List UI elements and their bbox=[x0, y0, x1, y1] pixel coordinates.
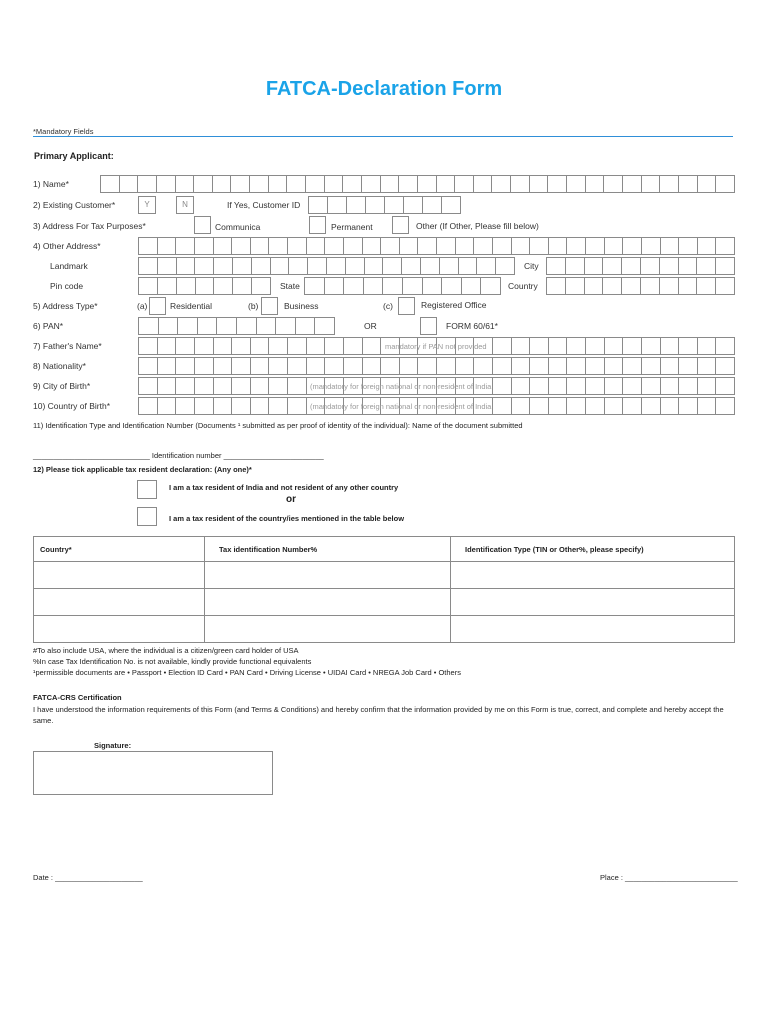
signature-label: Signature: bbox=[94, 741, 132, 750]
footnote-documents: ¹permissible documents are • Passport • Election ID Card • PAN Card • Driving License • UIDAI Card • NREGA Job Card • Others bbox=[33, 668, 461, 677]
india-only-label: I am a tax resident of India and not resident of any other country bbox=[169, 483, 399, 492]
existing-customer-yes-checkbox[interactable]: Y bbox=[138, 196, 156, 214]
id-type-cell[interactable] bbox=[451, 589, 735, 616]
date-field[interactable]: Date : _____________________ bbox=[33, 873, 143, 882]
country-column-header: Country* bbox=[34, 537, 205, 562]
table-header-row bbox=[34, 537, 735, 562]
residential-checkbox[interactable] bbox=[149, 297, 166, 315]
nationality-label: 8) Nationality* bbox=[33, 361, 86, 371]
business-label: Business bbox=[284, 301, 319, 311]
tax-declaration-heading: 12) Please tick applicable tax resident declaration: (Any one)* bbox=[33, 465, 252, 474]
certification-heading: FATCA-CRS Certification bbox=[33, 693, 122, 702]
permanent-checkbox[interactable] bbox=[309, 216, 326, 234]
residential-label: Residential bbox=[170, 301, 213, 311]
city-of-birth-note: (mandatory for foreign national or non-resident of India bbox=[310, 382, 492, 391]
state-label: State bbox=[280, 281, 300, 291]
country-cell[interactable] bbox=[34, 616, 205, 643]
nationality-field[interactable] bbox=[138, 357, 735, 375]
pin-code-label: Pin code bbox=[50, 281, 84, 291]
signature-box[interactable] bbox=[33, 751, 273, 795]
country-of-birth-label: 10) Country of Birth* bbox=[33, 401, 111, 411]
communica-label: Communica bbox=[215, 222, 261, 232]
table-row bbox=[34, 562, 735, 589]
pan-field[interactable] bbox=[138, 317, 335, 335]
existing-customer-label: 2) Existing Customer* bbox=[33, 200, 116, 210]
city-field[interactable] bbox=[546, 257, 735, 275]
option-c-label: (c) bbox=[383, 301, 393, 311]
communica-checkbox[interactable] bbox=[194, 216, 211, 234]
pan-label: 6) PAN* bbox=[33, 321, 64, 331]
city-of-birth-label: 9) City of Birth* bbox=[33, 381, 91, 391]
form-60-checkbox[interactable] bbox=[420, 317, 437, 335]
place-field[interactable]: Place : ___________________________ bbox=[600, 873, 738, 882]
table-row bbox=[34, 616, 735, 643]
address-tax-label: 3) Address For Tax Purposes* bbox=[33, 221, 146, 231]
tin-cell[interactable] bbox=[205, 616, 451, 643]
permanent-label: Permanent bbox=[331, 222, 373, 232]
identification-line[interactable]: ____________________________ Identification number ________________________ bbox=[33, 451, 324, 460]
other-address-label: 4) Other Address* bbox=[33, 241, 101, 251]
landmark-field[interactable] bbox=[138, 257, 515, 275]
id-type-column-header: Identification Type (TIN or Other%, please specify) bbox=[451, 537, 735, 562]
name-field[interactable] bbox=[100, 175, 735, 193]
id-type-cell[interactable] bbox=[451, 562, 735, 589]
footnote-tin: %In case Tax Identification No. is not available, kindly provide functional equivalents bbox=[33, 657, 312, 666]
identification-heading: 11) Identification Type and Identification Number (Documents ¹ submitted as per proof of identity of the individual): Name of the document submitted bbox=[33, 421, 523, 430]
registered-office-checkbox[interactable] bbox=[398, 297, 415, 315]
fathers-name-note: mandatory if PAN not provided bbox=[385, 342, 487, 351]
registered-office-label: Registered Office bbox=[421, 300, 487, 310]
address-type-label: 5) Address Type* bbox=[33, 301, 98, 311]
landmark-label: Landmark bbox=[50, 261, 88, 271]
country-cell[interactable] bbox=[34, 589, 205, 616]
id-type-cell[interactable] bbox=[451, 616, 735, 643]
fathers-name-label: 7) Father's Name* bbox=[33, 341, 102, 351]
customer-id-label: If Yes, Customer ID bbox=[227, 200, 301, 210]
header-divider bbox=[33, 136, 733, 137]
other-address-checkbox[interactable] bbox=[392, 216, 409, 234]
option-b-label: (b) bbox=[248, 301, 259, 311]
country-of-birth-note: (mandatory for foreign national or non-resident of India bbox=[310, 402, 492, 411]
declaration-or: or bbox=[286, 494, 296, 505]
table-row bbox=[34, 589, 735, 616]
other-fill-label: Other (If Other, Please fill below) bbox=[416, 221, 539, 231]
pan-or-label: OR bbox=[364, 321, 377, 331]
tin-cell[interactable] bbox=[205, 589, 451, 616]
state-field[interactable] bbox=[304, 277, 501, 295]
existing-customer-no-checkbox[interactable]: N bbox=[176, 196, 194, 214]
form-60-label: FORM 60/61* bbox=[446, 321, 498, 331]
tin-column-header: Tax identification Number% bbox=[205, 537, 451, 562]
india-only-checkbox[interactable] bbox=[137, 480, 157, 499]
tin-cell[interactable] bbox=[205, 562, 451, 589]
tax-residency-table bbox=[33, 536, 735, 643]
certification-text: I have understood the information requirements of this Form (and Terms & Conditions) and hereby confirm that the information provided by me on this Form is true, correct, and complete and hereby accept the same. bbox=[33, 705, 724, 725]
page-title: FATCA-Declaration Form bbox=[265, 78, 503, 100]
customer-id-field[interactable] bbox=[308, 196, 461, 214]
pin-code-field[interactable] bbox=[138, 277, 271, 295]
country-label: Country bbox=[508, 281, 538, 291]
business-checkbox[interactable] bbox=[261, 297, 278, 315]
country-cell[interactable] bbox=[34, 562, 205, 589]
city-label: City bbox=[524, 261, 539, 271]
country-field[interactable] bbox=[546, 277, 735, 295]
other-country-label: I am a tax resident of the country/ies mentioned in the table below bbox=[169, 514, 405, 523]
other-country-checkbox[interactable] bbox=[137, 507, 157, 526]
primary-applicant-heading: Primary Applicant: bbox=[34, 151, 114, 161]
footnote-usa: #To also include USA, where the individual is a citizen/green card holder of USA bbox=[33, 646, 299, 655]
option-a-label: (a) bbox=[137, 301, 148, 311]
other-address-field[interactable] bbox=[138, 237, 735, 255]
name-label: 1) Name* bbox=[33, 179, 69, 189]
mandatory-note: *Mandatory Fields bbox=[33, 127, 94, 136]
